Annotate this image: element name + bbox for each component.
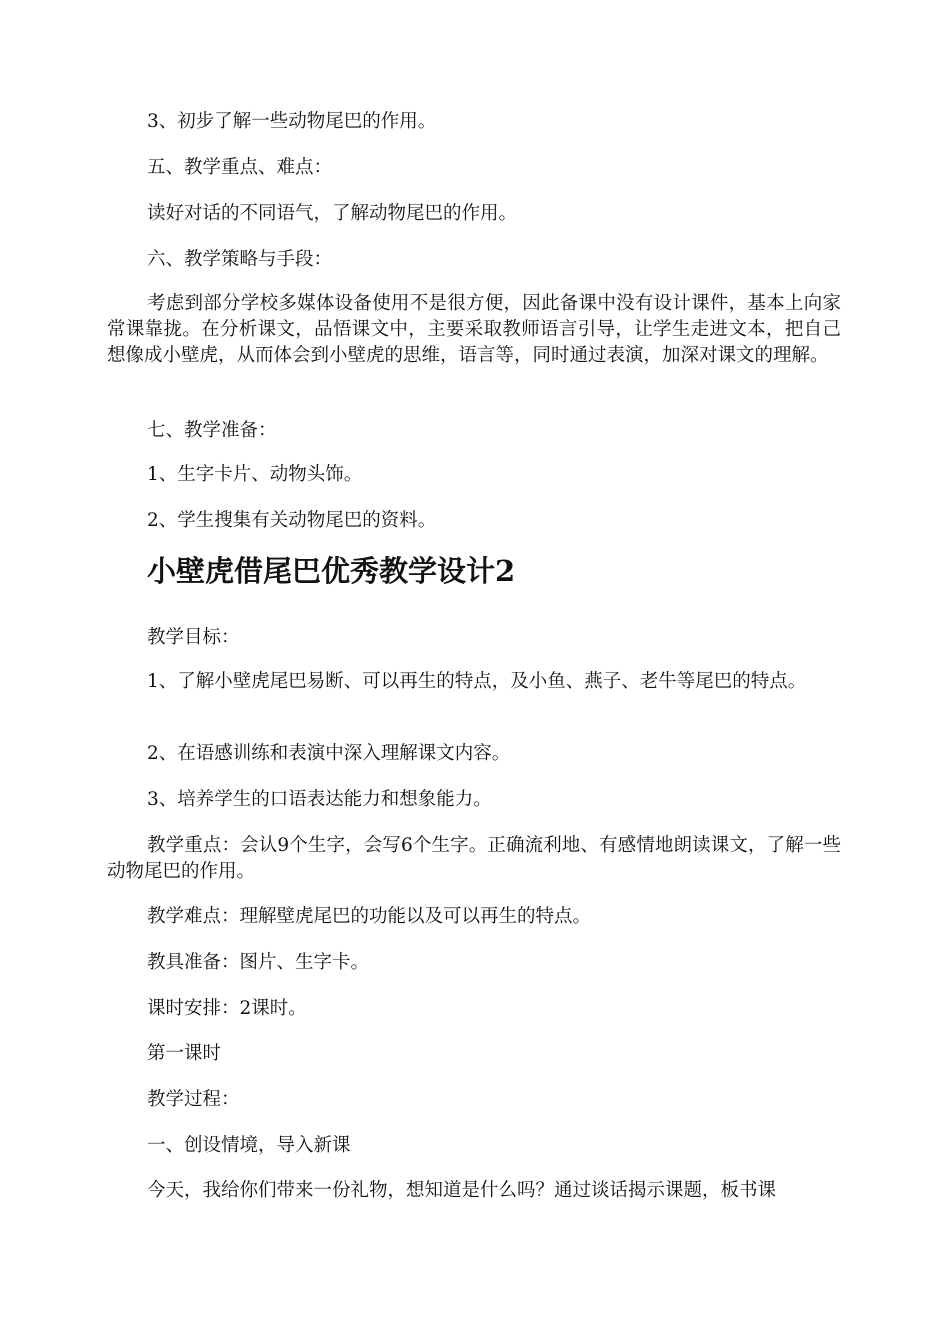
paragraph-step-one: 今天，我给你们带来一份礼物，想知道是什么吗？通过谈话揭示课题，板书课 [147, 1180, 777, 1201]
paragraph-preparation-1: 1、生字卡片、动物头饰。 [147, 464, 363, 485]
paragraph-teaching-focus: 教学重点：会认9个生字，会写6个生字。正确流利地、有感情地朗读课文，了解一些动物尾巴的作用。 [107, 835, 841, 882]
heading-process: 教学过程： [147, 1089, 240, 1110]
paragraph-preparation-2: 2、学生搜集有关动物尾巴的资料。 [147, 510, 437, 531]
heading-key-points: 五、教学重点、难点： [147, 157, 333, 178]
paragraph-teaching-difficulty: 教学难点：理解壁虎尾巴的功能以及可以再生的特点。 [147, 906, 592, 927]
heading-step-one: 一、创设情境，导入新课 [147, 1135, 351, 1156]
paragraph-schedule: 课时安排：2课时。 [147, 998, 307, 1019]
paragraph-objective-3b: 3、培养学生的口语表达能力和想象能力。 [147, 789, 492, 810]
paragraph-strategy: 考虑到部分学校多媒体设备使用不是很方便，因此备课中没有设计课件，基本上向家常课靠拢。在分析课文，品悟课文中，主要采取教师语言引导，让学生走进文本，把自己想像成小壁虎，从而体会到小壁虎的思维，语言等，同时通过表演，加深对课文的理解。 [107, 293, 841, 366]
paragraph-objective-3: 3、初步了解一些动物尾巴的作用。 [147, 111, 437, 132]
paragraph-objective-2: 2、在语感训练和表演中深入理解课文内容。 [147, 743, 511, 764]
heading-preparation: 七、教学准备： [147, 420, 277, 441]
paragraph-teaching-aids: 教具准备：图片、生字卡。 [147, 952, 370, 973]
heading-objectives: 教学目标： [147, 627, 240, 648]
paragraph-key-points: 读好对话的不同语气，了解动物尾巴的作用。 [147, 203, 518, 224]
heading-strategy: 六、教学策略与手段： [147, 249, 333, 270]
section-title: 小壁虎借尾巴优秀教学设计2 [147, 554, 516, 588]
paragraph-objective-1: 1、了解小壁虎尾巴易断、可以再生的特点，及小鱼、燕子、老牛等尾巴的特点。 [147, 671, 807, 692]
paragraph-lesson-one: 第一课时 [147, 1043, 222, 1064]
